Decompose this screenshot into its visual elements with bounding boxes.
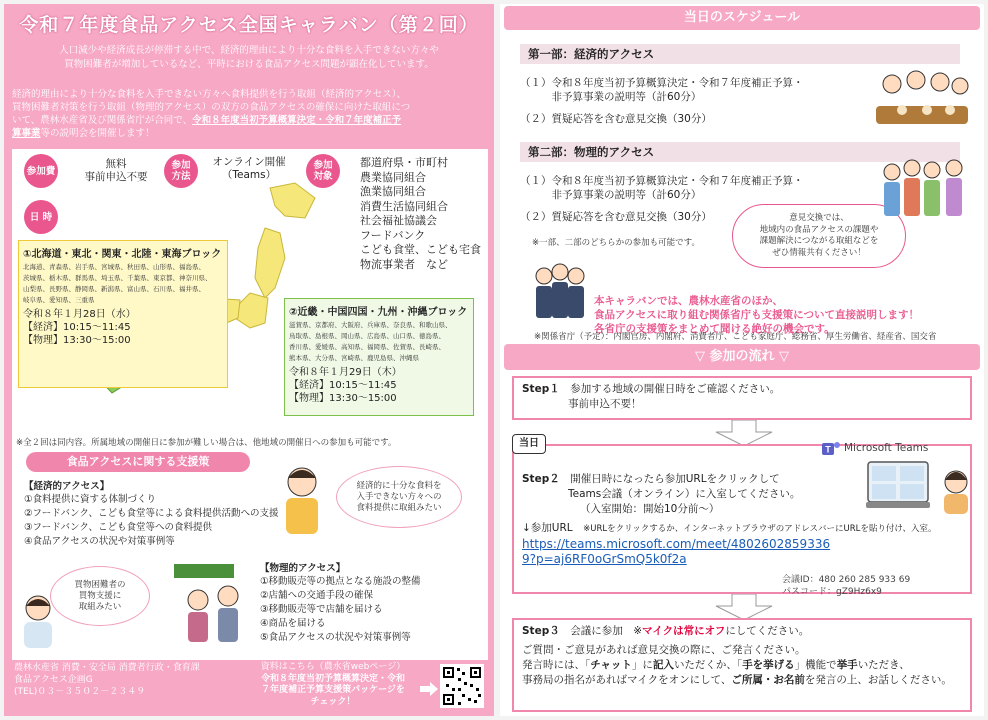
url-note: ※URLをクリックするか、インターネットブラウザのアドレスバーにURLを貼り付け、入室。: [583, 524, 937, 534]
phys-access-item: ②店舗への交通手段の確保: [260, 590, 374, 601]
bubble-line: 地域内の食品アクセスの課題や: [759, 224, 879, 235]
step2-label: Step２: [522, 473, 560, 485]
block-west-title: ②近畿・中国四国・九州・沖縄ブロック: [289, 307, 468, 318]
mic-off-warning: マイクは常にオフ: [642, 625, 726, 637]
econ-access-item: ④食品アクセスの状況や対策事例等: [24, 536, 175, 547]
overview-line: [12, 127, 488, 140]
step3-speak-line: [522, 658, 962, 673]
step2-text: 開催日時になったら参加URLをクリックして: [570, 473, 780, 485]
step3-text: いただくか、「: [673, 659, 743, 671]
datetime-badge: 日 時: [24, 200, 58, 234]
region-note: ※全２回は同内容。所属地域の開催日に参加が難しい場合は、他地域の開催日への参加も可能です。: [16, 438, 397, 448]
meeting-passcode: パスコード：gZ9Hz6x9: [782, 587, 882, 597]
block-east-phys-time: 【物理】13:30～15:00: [23, 335, 131, 346]
contact-group: 食品アクセス企画G: [14, 675, 93, 685]
target-item: 漁業協同組合: [360, 185, 426, 198]
officials-illustration: [530, 260, 590, 324]
step3-box: [512, 618, 972, 712]
target-item: 都道府県・市町村: [360, 156, 448, 169]
materials-link-text: 令和８年度当初予算概算決定・令和: [260, 673, 405, 684]
overview-line: 買物困難者対策を行う取組（物理的アクセス）の双方の食品アクセスの確保に向けた取組につ: [12, 102, 411, 113]
step1-box: [512, 376, 972, 420]
overview-highlight: 算事業: [12, 128, 41, 139]
step3-text: 」機能で: [794, 659, 837, 671]
bubble-line: 課題解決につながる取組などを: [759, 236, 879, 246]
meeting-id: 会議ID：480 260 285 933 69: [782, 575, 911, 585]
part2-item: （２）質疑応答を含む意見交換（30分）: [520, 211, 712, 223]
part1-item: 非予算事業の説明等（計60分）: [520, 91, 702, 103]
overview-fragment: いて、農林水産省及び関係省庁が合同で、: [12, 115, 193, 126]
fee-no-registration: 事前申込不要: [84, 171, 148, 183]
day-of-label: 当日: [512, 434, 546, 454]
materials-link-text: ７年度補正予算支援策パッケージを: [261, 685, 405, 695]
step3-mic-line: [522, 673, 962, 688]
prefecture-line: 北海道、青森県、岩手県、宮城県、秋田県、山形県、福島県、: [23, 263, 205, 271]
right-panel: [500, 4, 984, 716]
target-item: 消費生活協同組合: [360, 199, 448, 213]
overview-line: [12, 114, 488, 127]
video-call-illustration: [866, 460, 976, 516]
down-arrow-icon: [714, 420, 774, 446]
step3-text: にしてください。: [725, 625, 810, 637]
step3-text: 事務局の指名があればマイクをオンにして、: [522, 674, 732, 686]
part1-items: [520, 76, 804, 126]
part1-heading: 第一部：経済的アクセス: [520, 44, 960, 64]
overview-highlight: 令和８年度当初予算概算決定・令和７年度補正予: [192, 115, 402, 126]
target-item: こども食堂、こども宅食: [360, 243, 481, 256]
bubble-line: 買物支援に: [78, 590, 122, 601]
bubble-line: 入手できない方々への: [356, 491, 442, 502]
block-east-prefectures: [19, 262, 227, 306]
part2-item: 非予算事業の説明等（計60分）: [520, 189, 702, 201]
bubble-line: 意見交換では、: [789, 213, 849, 223]
block-west-econ-time: 【経済】10:15～11:45: [289, 380, 397, 391]
step3-question-line: ご質問・ご意見があれば意見交換の際に、ご発言ください。: [522, 644, 806, 656]
teams-url-link[interactable]: https://teams.microsoft.com/meet/48026028593369?p=aj6RF0oGrSmQ5k0f2a: [522, 537, 831, 566]
svg-text:T: T: [825, 444, 831, 455]
econ-access-item: ②フードバンク、こども食堂等による食料提供活動への支援: [24, 508, 279, 519]
schedule-title: 当日のスケジュール: [504, 6, 980, 30]
phys-access-item: ③移動販売等で店舗を届ける: [260, 604, 383, 615]
block-east: [18, 240, 228, 388]
elderly-couple-illustration: [172, 560, 252, 650]
prefecture-line: 鳥取県、島根県、岡山県、広島県、山口県、徳島県、: [289, 332, 445, 340]
bubble-line: 経済的に十分な食料を: [356, 480, 442, 491]
part2-item: （１）令和８年度当初予算概算決定・令和７年度補正予算・: [520, 175, 804, 187]
materials-link-text: チェック！: [310, 696, 356, 707]
block-east-title: ①北海道・東北・関東・北陸・東海ブロック: [23, 249, 222, 260]
target-list: [360, 156, 481, 272]
dining-illustration: [872, 66, 972, 132]
prefecture-line: 茨城県、栃木県、群馬県、埼玉県、千葉県、東京都、神奈川県、: [23, 274, 212, 282]
step3-text: 発言時には、「: [522, 659, 591, 671]
contact-info: [14, 662, 234, 698]
method-label: 方法: [171, 171, 191, 182]
qr-code[interactable]: [440, 664, 484, 708]
bubble-line: ぜひ情報共有ください！: [772, 247, 866, 258]
block-west-date: 令和８年１月29日（木）: [289, 367, 402, 378]
woman-illustration: [14, 590, 62, 650]
hand-keyword: 挙手: [836, 659, 858, 671]
target-item: 物流事業者 など: [360, 257, 448, 271]
step1-line: [522, 382, 962, 397]
contact-org: 農林水産省 消費・安全局 消費者行政・食育課: [14, 663, 200, 673]
phys-access-item: ⑤食品アクセスの状況や対策事例等: [260, 632, 411, 643]
phys-access-item: ①移動販売等の拠点となる施設の整備: [260, 576, 421, 587]
part1-item: （１）令和８年度当初予算概算決定・令和７年度補正予算・: [520, 77, 804, 89]
prefecture-line: 香川県、愛媛県、高知県、福岡県、佐賀県、長崎県、: [289, 343, 445, 351]
contact-tel: (TEL)０３－３５０２－２３４９: [14, 687, 146, 697]
url-note-line: [522, 521, 962, 537]
step1-label: Step１: [522, 383, 560, 395]
prefecture-line: 山梨県、長野県、静岡県、新潟県、富山県、石川県、福井県、: [23, 285, 205, 293]
meeting-credentials: [782, 574, 910, 598]
part1-item: （２）質疑応答を含む意見交換（30分）: [520, 113, 712, 125]
target-item: 社会福祉協議会: [360, 214, 437, 227]
econ-access-item: ①食料提供に資する体制づくり: [24, 494, 157, 505]
block-east-date: 令和８年１月28日（水）: [23, 309, 136, 320]
block-east-schedule: [19, 306, 227, 349]
ministries-list: ※関係省庁（予定）：内閣官房、内閣府、消費者庁、こども家庭庁、総務省、厚生労働省、経産省、国交省: [534, 332, 937, 342]
teams-brand: Microsoft Teams: [844, 442, 929, 454]
caravan-line: 食品アクセスに取り組む関係省庁も支援策について直接説明します！: [594, 309, 919, 321]
step1-no-registration: 事前申込不要！: [568, 398, 642, 410]
target-label: 参加: [313, 160, 333, 171]
either-part-note: ※一部、二部のどちらかの参加も可能です。: [532, 238, 700, 248]
block-west-prefectures: [285, 320, 473, 364]
fee-badge: 参加費: [24, 154, 58, 188]
target-label: 対象: [313, 171, 333, 182]
intro-line: 買物困難者が増加しているなど、平時における食品アクセス問題が顕在化しています。: [64, 59, 434, 70]
page-title: 令和７年度食品アクセス全国キャラバン（第２回）: [19, 14, 479, 36]
overview-text: [12, 88, 488, 140]
econ-speech-bubble: [336, 466, 462, 528]
econ-access-item: ③フードバンク、こども食堂等への食料提供: [24, 522, 212, 533]
phys-access-heading: 【物理的アクセス】: [260, 563, 346, 574]
intro-text: [24, 44, 474, 72]
family-illustration: [272, 460, 332, 540]
step2-entry-time: （入室開始：開始10分前～）: [580, 503, 720, 515]
prefecture-line: 滋賀県、京都府、大阪府、兵庫県、奈良県、和歌山県、: [289, 321, 452, 329]
econ-access-heading: 【経済的アクセス】: [24, 481, 110, 492]
part2-heading: 第二部：物理的アクセス: [520, 142, 960, 162]
overview-fragment: 等の説明会を開催します！: [40, 128, 155, 139]
down-arrow-icon: [714, 594, 774, 620]
block-east-econ-time: 【経済】10:15～11:45: [23, 322, 131, 333]
bubble-line: 買物困難者の: [74, 579, 126, 590]
chat-keyword: チャット: [590, 659, 632, 671]
materials-link[interactable]: [248, 662, 418, 708]
write-keyword: 記入: [652, 659, 674, 671]
raise-hand-keyword: 手を挙げる: [742, 659, 795, 671]
step3-label: Step３: [522, 625, 560, 637]
step2-text: Teams会議（オンライン）に入室してください。: [568, 488, 801, 500]
support-title: 食品アクセスに関する支援策: [26, 452, 250, 472]
bubble-line: 取組みたい: [78, 601, 122, 612]
block-west-schedule: [285, 364, 473, 407]
community-illustration: [878, 154, 974, 224]
target-item: フードバンク: [360, 228, 426, 242]
fee-free: 無料: [105, 158, 127, 170]
phys-speech-bubble: [50, 566, 150, 626]
intro-line: 人口減少や経済成長が停滞する中で、経済的理由により十分な食料を入手できない方々や: [59, 45, 439, 56]
step3-text: 」に: [631, 659, 653, 671]
flow-title: ▽ 参加の流れ ▽: [504, 344, 980, 370]
block-west-phys-time: 【物理】13:30～15:00: [289, 393, 397, 404]
prefecture-line: 岐阜県、愛知県、三重県: [23, 296, 95, 304]
econ-access-list: [24, 493, 278, 549]
step3-text: 会議に参加 ※: [570, 625, 643, 637]
caravan-line: 本キャラバンでは、農林水産省のほか、: [594, 295, 783, 307]
method-label: 参加: [171, 160, 191, 171]
method-online: オンライン開催: [212, 156, 286, 168]
block-west: [284, 298, 474, 416]
method-teams: （Teams）: [221, 169, 277, 181]
step3-line: [522, 624, 962, 639]
phys-access-list: [260, 575, 421, 645]
caravan-line: 各省庁の支援策をまとめて聞ける絶好の機会です。: [594, 323, 835, 335]
step3-text: いただき、: [857, 659, 910, 671]
arrow-right-icon: [420, 682, 438, 696]
phys-access-item: ④商品を届ける: [260, 618, 326, 629]
step3-text: を発言の上、お話しください。: [804, 674, 952, 686]
overview-line: 経済的理由により十分な食料を入手できない方々へ食料提供を行う取組（経済的アクセス）、: [12, 89, 406, 100]
teams-icon: [822, 440, 840, 458]
affiliation-keyword: ご所属・お名前: [731, 674, 805, 686]
url-label: ↓参加URL: [522, 522, 573, 534]
target-item: 農業協同組合: [360, 170, 426, 184]
materials-link-label: 資料はこちら（農水省webページ）: [260, 662, 406, 672]
bubble-line: 食料提供に取組みたい: [356, 502, 442, 513]
prefecture-line: 熊本県、大分県、宮崎県、鹿児島県、沖縄県: [289, 354, 419, 362]
step1-text: 参加する地域の開催日時をご確認ください。: [570, 383, 781, 395]
